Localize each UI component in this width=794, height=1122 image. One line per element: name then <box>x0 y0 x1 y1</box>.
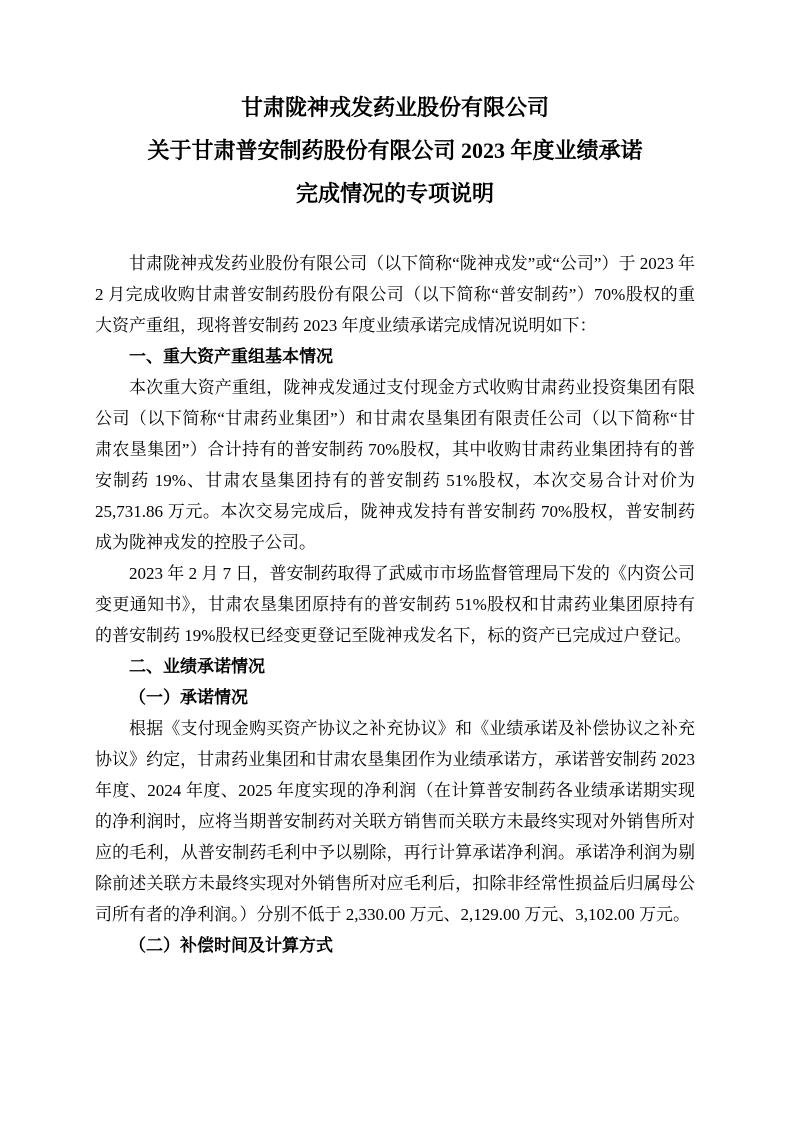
section-1-paragraph-1: 本次重大资产重组，陇神戎发通过支付现金方式收购甘肃药业投资集团有限公司（以下简称“甘肃药业集团”）和甘肃农垦集团有限责任公司（以下简称“甘肃农垦集团”）合计持有的普安制药 70%股权，其中收购甘肃药业集团持有的普安制药 19%、甘肃农垦集团持有的普安制药 51%股权，本次交易合计对价为 25,731.86 万元。本次交易完成后，陇神戎发持有普安制药 70%股权，普安制药成为陇神戎发的控股子公司。 <box>95 378 695 552</box>
document-body <box>95 248 695 961</box>
section-2-heading: 二、业绩承诺情况 <box>129 657 265 676</box>
section-2-subsection-1-heading: （一）承诺情况 <box>129 688 248 707</box>
intro-paragraph: 甘肃陇神戎发药业股份有限公司（以下简称“陇神戎发”或“公司”）于 2023 年 2 月完成收购甘肃普安制药股份有限公司（以下简称“普安制药”）70%股权的重大资产重组，现将普安制药 2023 年度业绩承诺完成情况说明如下： <box>95 254 695 335</box>
document-title-line-1: 甘肃陇神戎发药业股份有限公司 <box>240 95 549 120</box>
document-title-line-3: 完成情况的专项说明 <box>295 181 494 206</box>
section-2-subsection-1-paragraph: 根据《支付现金购买资产协议之补充协议》和《业绩承诺及补偿协议之补充协议》约定，甘肃药业集团和甘肃农垦集团作为业绩承诺方，承诺普安制药 2023 年度、2024 年度、2025 年度实现的净利润（在计算普安制药各业绩承诺期实现的净利润时，应将当期普安制药对关联方销售而关联方未最终实现对外销售所对应的毛利，从普安制药毛利中予以剔除，再行计算承诺净利润。承诺净利润为剔除前述关联方未最终实现对外销售所对应毛利后，扣除非经常性损益后归属母公司所有者的净利润。）分别不低于 2,330.00 万元、2,129.00 万元、3,102.00 万元。 <box>95 719 695 924</box>
section-1-heading: 一、重大资产重组基本情况 <box>129 347 333 366</box>
section-1-paragraph-2: 2023 年 2 月 7 日，普安制药取得了武威市市场监督管理局下发的《内资公司变更通知书》，甘肃农垦集团原持有的普安制药 51%股权和甘肃药业集团原持有的普安制药 19%股权已经变更登记至陇神戎发名下，标的资产已完成过户登记。 <box>95 564 695 645</box>
section-2-subsection-2-heading: （二）补偿时间及计算方式 <box>129 936 333 955</box>
document-title <box>95 86 695 215</box>
document-title-line-2: 关于甘肃普安制药股份有限公司 2023 年度业绩承诺 <box>147 138 643 163</box>
